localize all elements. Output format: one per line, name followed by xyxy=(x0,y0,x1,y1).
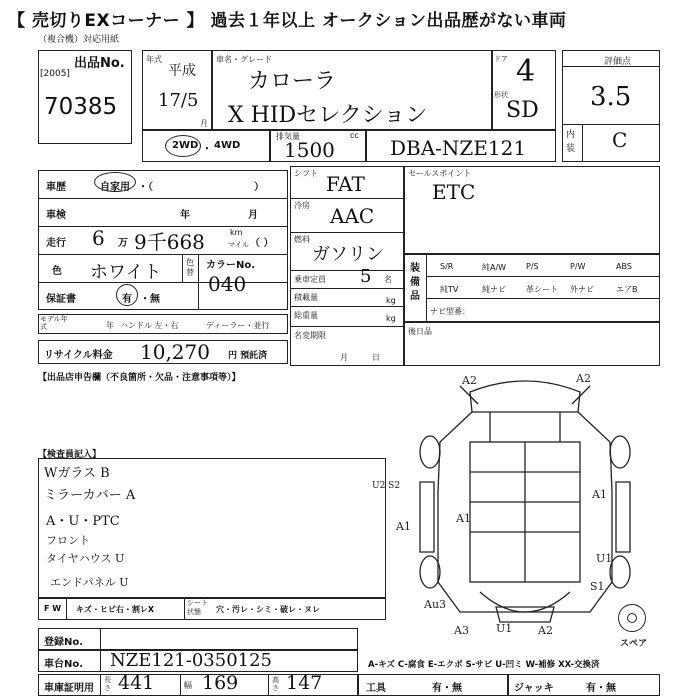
inspection-year: 年 xyxy=(180,210,190,221)
mileage-paren: （ ） xyxy=(250,238,274,249)
sales-value: ETC xyxy=(432,180,476,204)
change-label: 名変期限 xyxy=(294,331,326,340)
history-close: ） xyxy=(254,182,264,193)
mileage-mile: マイル xyxy=(228,241,249,249)
drive-2wd: 2WD xyxy=(172,140,199,151)
interior-label: 内装 xyxy=(566,130,576,154)
diagram-mark: U1 xyxy=(596,552,613,565)
load-unit: kg xyxy=(386,296,396,305)
weight-unit: kg xyxy=(386,314,396,323)
eval-label: 評価点 xyxy=(604,57,632,67)
inspector-note: フロント xyxy=(46,534,90,547)
displacement-label: 排気量 xyxy=(276,132,300,141)
lot-number: 70385 xyxy=(44,94,118,120)
capacity-label: 乗車定員 xyxy=(294,275,326,284)
cert-label: 車庫証明用 xyxy=(44,683,94,694)
interior-value: C xyxy=(612,128,628,152)
shift-label: シフト xyxy=(294,169,318,178)
inspector-label: 【検査員記入】 xyxy=(38,450,102,460)
lot-label: 出品No. xyxy=(74,56,125,71)
model-label: 車名・グレード xyxy=(216,55,272,64)
diagram-mark: S1 xyxy=(590,580,605,593)
door-value: 4 xyxy=(516,54,536,89)
later-label: 後日品 xyxy=(408,327,432,336)
length-value: 441 xyxy=(118,672,155,694)
capacity-unit: 名 xyxy=(384,275,392,284)
fuel-label: 燃料 xyxy=(294,235,310,244)
recycle-label: リサイクル料金 xyxy=(44,350,113,361)
color-change-label: 色替 xyxy=(186,258,194,277)
diagram-mark: A1 xyxy=(396,520,411,533)
sales-label: セールスポイント xyxy=(408,169,472,178)
fw-label: F W xyxy=(44,604,62,613)
year-label: 年式 xyxy=(146,55,162,64)
equip-label: 装備品 xyxy=(410,263,420,302)
displacement-unit: cc xyxy=(350,131,359,140)
warranty-label: 保証書 xyxy=(46,294,76,305)
jack-label: ジャッキ xyxy=(514,683,554,694)
recycle-value: 10,270 xyxy=(140,340,210,364)
change-unit: 月日 xyxy=(340,353,404,362)
equip-item: ABS xyxy=(616,262,632,271)
equip-item: 純TV xyxy=(440,285,459,294)
length-label: 長さ xyxy=(104,676,111,692)
diagram-mark: A2 xyxy=(576,372,591,385)
equip-item: S/R xyxy=(440,262,454,271)
diagram-mark: A1 xyxy=(592,488,607,501)
drive-sep: ・ xyxy=(202,144,212,155)
inspector-note: A・U・PTC xyxy=(46,514,120,529)
page-title: 【 売切りEXコーナー 】 過去１年以上 オークション出品歴がない車両 xyxy=(8,11,567,31)
fw-text: キズ・ヒビ右・割レX xyxy=(76,605,155,614)
later-box xyxy=(404,322,660,366)
equip-item: エアB xyxy=(616,285,638,294)
dealer-label: ディーラー・並行 xyxy=(206,321,270,330)
tools-label: 工具 xyxy=(366,683,386,694)
capacity-value: 5 xyxy=(360,266,372,287)
equip-item: 外ナビ xyxy=(570,285,594,294)
diagram-mark: Au3 xyxy=(424,598,447,611)
history-value: 自家用 xyxy=(100,182,130,193)
car-diagram xyxy=(372,372,650,652)
equip-item: 純ナビ xyxy=(482,285,506,294)
diagram-mark: A3 xyxy=(454,624,469,637)
color-label: 色 xyxy=(52,266,62,277)
ac-label: 冷房 xyxy=(294,201,310,210)
registration-row xyxy=(38,628,358,650)
diagram-mark: A2 xyxy=(462,374,477,387)
diagram-mark: U1 xyxy=(496,622,513,635)
shape-value: SD xyxy=(506,98,539,123)
chassis-label: 車台No. xyxy=(44,659,84,670)
ac-value: AAC xyxy=(330,204,375,228)
tools-value: 有・無 xyxy=(432,683,462,694)
equip-item: P/S xyxy=(526,262,539,271)
damage-legend: A-キズ C-腐食 E-エクボ S-サビ U-凹ミ W-補修 XX-交換済 xyxy=(368,660,600,670)
recycle-unit: 円 預託済 xyxy=(228,351,268,361)
mileage-man: 6 xyxy=(92,226,105,250)
mileage-unit-man: 万 xyxy=(118,238,128,249)
inspector-note: ミラーカバー A xyxy=(44,488,136,503)
history-label: 車歴 xyxy=(46,182,66,193)
diagram-mark: A2 xyxy=(538,624,553,637)
model-grade: X HIDセレクション xyxy=(228,103,428,128)
fuel-value: ガソリン xyxy=(312,244,384,265)
lot-year-tag: [2005] xyxy=(40,69,70,79)
navi-label: ナビ型番： xyxy=(430,307,470,316)
shift-value: FAT xyxy=(326,172,365,196)
sheet-label: シート状態 xyxy=(187,599,208,616)
year-month-unit: 月 xyxy=(200,119,208,128)
sheet-text: 穴・汚レ・シミ・破レ・ヌレ xyxy=(216,605,320,614)
inspector-note: タイヤハウス U xyxy=(46,552,125,565)
handle-label: ハンドル 左・右 xyxy=(120,321,179,330)
model-code: DBA-NZE121 xyxy=(390,136,527,160)
shape-label: 形状 xyxy=(494,91,508,99)
inspection-month: 月 xyxy=(248,210,258,221)
year-value: 17/5 xyxy=(158,90,199,111)
jack-value: 有・無 xyxy=(586,683,616,694)
color-value: ホワイト xyxy=(90,262,162,283)
year-era: 平成 xyxy=(168,63,196,79)
spare-label: スペア xyxy=(620,639,648,649)
seller-notes-label: 【出品店申告欄（不良箇所・欠品・注意事項等）】 xyxy=(38,373,241,383)
displacement-value: 1500 xyxy=(284,138,335,162)
eval-score: 3.5 xyxy=(590,82,632,112)
paper-note: （複合機）対応用紙 xyxy=(38,35,120,45)
inspection-label: 車検 xyxy=(46,210,66,221)
door-label: ドア xyxy=(494,55,508,63)
mileage-rest: 9千668 xyxy=(134,230,205,254)
history-rest: ・（ xyxy=(138,182,153,193)
model-year-label: モデル年式 xyxy=(40,315,68,331)
model-year-unit: 年 xyxy=(106,321,114,330)
color-no: 040 xyxy=(208,272,247,296)
warranty-yes: 有 xyxy=(122,294,132,305)
width-label: 幅 xyxy=(184,681,192,690)
inspector-note: Wガラス B xyxy=(44,466,110,481)
height-label: 高さ xyxy=(272,676,279,692)
chassis-value: NZE121-0350125 xyxy=(110,650,272,671)
equip-item: 純A/W xyxy=(482,263,507,272)
equip-item: P/W xyxy=(570,262,586,271)
mileage-unit: km xyxy=(230,228,243,237)
warranty-no: ・無 xyxy=(140,294,160,305)
diagram-mark: U2 S2 xyxy=(372,481,401,491)
mileage-label: 走行 xyxy=(46,238,66,249)
height-value: 147 xyxy=(286,672,323,694)
inspector-note: エンドパネル U xyxy=(50,576,129,589)
weight-label: 総重量 xyxy=(294,311,318,320)
drive-4wd: 4WD xyxy=(214,140,241,151)
load-label: 積載量 xyxy=(294,293,318,302)
color-no-label: カラーNo. xyxy=(206,260,256,271)
equip-item: 革シート xyxy=(526,285,558,294)
model-name: カローラ xyxy=(248,69,337,94)
width-value: 169 xyxy=(202,672,239,694)
diagram-mark: A1 xyxy=(456,512,471,525)
registration-label: 登録No. xyxy=(44,637,84,648)
